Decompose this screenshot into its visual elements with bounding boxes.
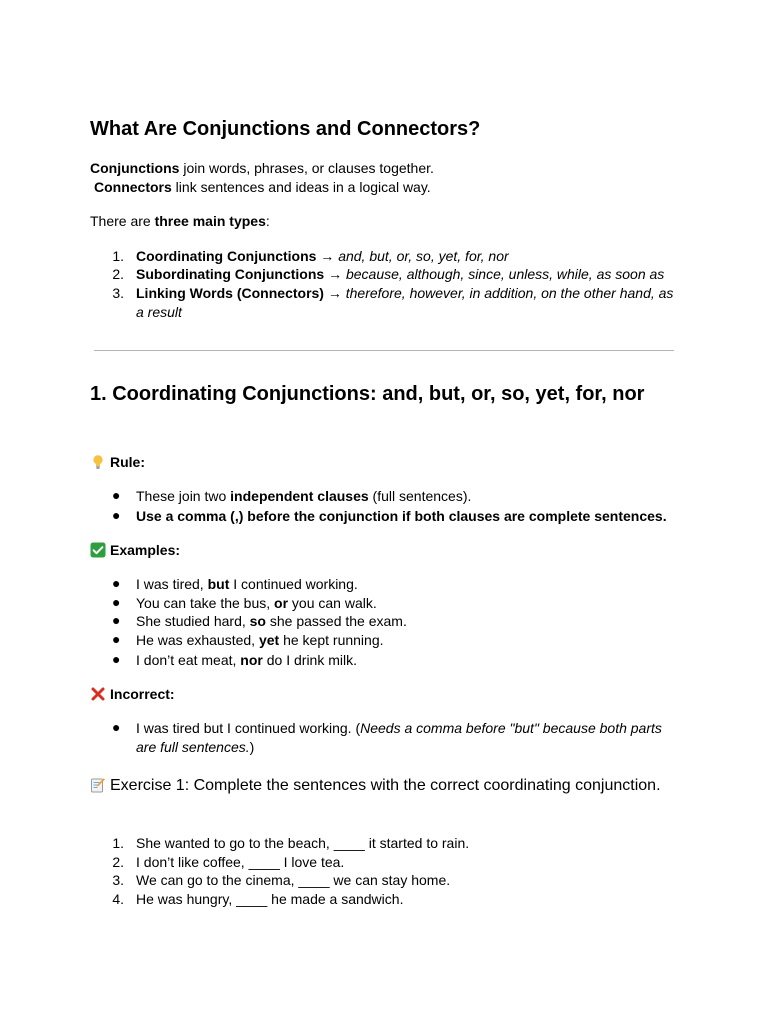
cross-mark-icon — [90, 686, 106, 702]
type-examples: because, although, since, unless, while, as soon as — [345, 266, 665, 282]
example-text: do I drink milk. — [262, 652, 357, 668]
types-intro-pre: There are — [90, 213, 155, 229]
list-item — [136, 247, 509, 266]
examples-heading — [90, 542, 180, 558]
list-item — [136, 594, 377, 613]
examples-label: Examples: — [110, 542, 181, 558]
bullet-icon: ● — [112, 719, 121, 735]
example-conjunction: but — [207, 576, 230, 592]
incorrect-note: Needs a comma before "but" because both parts are full sentences. — [136, 720, 662, 755]
exercise-heading — [90, 774, 690, 797]
incorrect-label: Incorrect: — [110, 686, 175, 702]
example-conjunction: yet — [258, 632, 280, 648]
type-name: Subordinating Conjunctions — [136, 266, 325, 282]
example-text: I was tired, — [136, 576, 208, 592]
example-text: she passed the exam. — [265, 613, 407, 629]
incorrect-text: ) — [249, 738, 255, 755]
types-intro-bold: three main types — [154, 213, 266, 229]
type-examples: therefore, however, in addition, on the other hand, as a result — [136, 285, 674, 320]
connectors-definition — [94, 178, 431, 197]
types-intro-post: : — [265, 213, 270, 229]
list-number: 1. — [112, 835, 124, 851]
lightbulb-icon — [90, 454, 106, 470]
example-text: She studied hard, — [136, 613, 250, 629]
exercise-item: We can go to the cinema, ____ we can stay home. — [136, 872, 451, 888]
type-name: Coordinating Conjunctions — [136, 248, 317, 264]
example-conjunction: or — [274, 595, 289, 611]
exercise-item: He was hungry, ____ he made a sandwich. — [136, 891, 404, 907]
page-title: What Are Conjunctions and Connectors? — [90, 118, 481, 140]
list-number: 3. — [112, 872, 124, 888]
connectors-text: link sentences and ideas in a logical way. — [171, 179, 431, 195]
example-text: He was exhausted, — [136, 632, 259, 648]
list-number: 2. — [112, 266, 124, 282]
list-item — [136, 284, 684, 321]
incorrect-heading — [90, 686, 175, 702]
bullet-icon: ● — [112, 594, 121, 610]
rule-text: These join two — [136, 488, 231, 504]
bullet-icon: ● — [112, 487, 121, 503]
list-item — [136, 719, 684, 756]
rule-text: (full sentences). — [368, 488, 472, 504]
list-item — [136, 612, 407, 631]
exercise-item: I don’t like coffee, ____ I love tea. — [136, 854, 345, 870]
example-text: I don’t eat meat, — [136, 652, 241, 668]
example-text: You can take the bus, — [136, 595, 275, 611]
memo-icon — [90, 777, 106, 793]
list-item — [136, 265, 664, 284]
type-examples: and, but, or, so, yet, for, nor — [338, 248, 509, 264]
bullet-icon: ● — [112, 507, 121, 523]
divider — [94, 350, 674, 351]
example-text: he kept running. — [279, 632, 384, 648]
connectors-term: Connectors — [94, 179, 172, 195]
bullet-icon: ● — [112, 612, 121, 628]
rule-bold: independent clauses — [230, 488, 369, 504]
list-item — [136, 507, 667, 526]
list-item — [136, 575, 358, 594]
section-heading: 1. Coordinating Conjunctions: and, but, or, so, yet, for, nor — [90, 383, 645, 405]
arrow: → — [316, 248, 339, 264]
exercise-title: Exercise 1: Complete the sentences with the correct coordinating conjunction. — [110, 777, 661, 794]
list-number: 1. — [112, 248, 124, 264]
list-number: 3. — [112, 285, 124, 301]
rule-bold: Use a comma (,) before the conjunction if both clauses are complete sentences. — [136, 508, 667, 524]
list-item — [136, 487, 471, 506]
rule-heading — [90, 454, 145, 470]
example-conjunction: so — [249, 613, 266, 629]
type-name: Linking Words (Connectors) — [136, 285, 324, 301]
conjunctions-term: Conjunctions — [90, 160, 180, 176]
conjunctions-text: join words, phrases, or clauses together. — [179, 160, 434, 176]
arrow: → — [324, 266, 346, 282]
types-intro — [90, 212, 270, 231]
arrow: → — [323, 285, 346, 301]
rule-label: Rule: — [110, 454, 145, 470]
bullet-icon: ● — [112, 575, 121, 591]
bullet-icon: ● — [112, 631, 121, 647]
list-number: 2. — [112, 854, 124, 870]
bullet-icon: ● — [112, 651, 121, 667]
list-item — [136, 631, 384, 650]
conjunctions-definition — [90, 159, 434, 178]
check-mark-icon — [90, 542, 106, 558]
list-number: 4. — [112, 891, 124, 907]
list-item — [136, 651, 357, 670]
exercise-item: She wanted to go to the beach, ____ it started to rain. — [136, 835, 470, 851]
example-text: you can walk. — [288, 595, 377, 611]
example-text: I continued working. — [229, 576, 358, 592]
incorrect-text: I was tired but I continued working. ( — [136, 720, 361, 736]
example-conjunction: nor — [240, 652, 263, 668]
